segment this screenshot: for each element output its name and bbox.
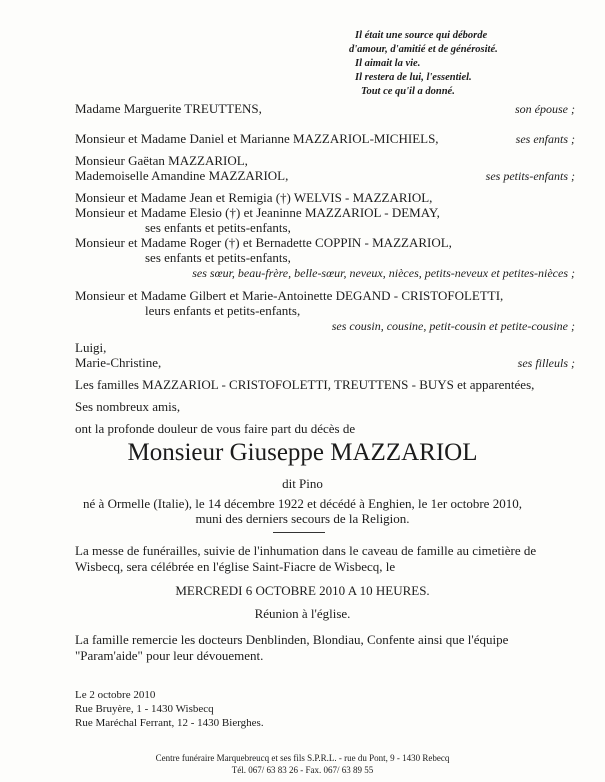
siblings-relation: ses sœur, beau-frère, belle-sœur, neveux, nièces, petits-neveux et petites-nièces ; bbox=[192, 266, 575, 280]
children-relation: ses enfants ; bbox=[515, 132, 575, 146]
grandchild-name: Mademoiselle Amandine MAZZARIOL, bbox=[75, 168, 289, 183]
letter-date: Le 2 octobre 2010 bbox=[75, 689, 156, 701]
address-line: Rue Maréchal Ferrant, 12 - 1430 Bierghes. bbox=[75, 717, 264, 729]
children-name: Monsieur et Madame Daniel et Marianne MAZZARIOL-MICHIELS, bbox=[75, 131, 439, 146]
separator-line bbox=[273, 532, 325, 533]
deceased-nickname: dit Pino bbox=[282, 476, 323, 491]
thanks-line: "Param'aide" pour leur dévouement. bbox=[75, 648, 264, 663]
poem-line: Il était une source qui déborde bbox=[355, 30, 488, 41]
sibling-line: Monsieur et Madame Elesio (†) et Jeaninne MAZZARIOL - DEMAY, bbox=[75, 205, 440, 220]
poem-line: Tout ce qu'il a donné. bbox=[361, 86, 455, 97]
sibling-line: ses enfants et petits-enfants, bbox=[145, 220, 291, 235]
cousin-line: leurs enfants et petits-enfants, bbox=[145, 303, 301, 318]
funeral-home-phone: Tél. 067/ 63 83 26 - Fax. 067/ 63 89 55 bbox=[231, 765, 374, 775]
wife-relation: son épouse ; bbox=[515, 102, 575, 116]
sacraments-line: muni des derniers secours de la Religion. bbox=[195, 511, 410, 526]
thanks-line: La famille remercie les docteurs Denblinden, Blondiau, Confente ainsi que l'équipe bbox=[75, 632, 509, 647]
deceased-name: Monsieur Giuseppe MAZZARIOL bbox=[127, 439, 478, 466]
announcement-text: ont la profonde douleur de vous faire part du décès de bbox=[75, 421, 356, 436]
funeral-date: MERCREDI 6 OCTOBRE 2010 A 10 HEURES. bbox=[175, 583, 430, 598]
sibling-line: Monsieur et Madame Jean et Remigia (†) WELVIS - MAZZARIOL, bbox=[75, 190, 433, 205]
sibling-line: ses enfants et petits-enfants, bbox=[145, 250, 291, 265]
families-line: Les familles MAZZARIOL - CRISTOFOLETTI, TREUTTENS - BUYS et apparentées, bbox=[75, 377, 535, 392]
poem-line: Il restera de lui, l'essentiel. bbox=[355, 72, 472, 83]
sibling-line: Monsieur et Madame Roger (†) et Bernadette COPPIN - MAZZARIOL, bbox=[75, 235, 452, 250]
cousin-line: Monsieur et Madame Gilbert et Marie-Antoinette DEGAND - CRISTOFOLETTI, bbox=[75, 288, 504, 303]
grandchild-name: Monsieur Gaëtan MAZZARIOL, bbox=[75, 153, 248, 168]
funeral-line: Wisbecq, sera célébrée en l'église Saint-Fiacre de Wisbecq, le bbox=[75, 559, 396, 574]
friends-line: Ses nombreux amis, bbox=[75, 399, 181, 414]
godchildren-relation: ses filleuls ; bbox=[517, 356, 575, 370]
funeral-line: La messe de funérailles, suivie de l'inhumation dans le caveau de famille au cimetière de bbox=[75, 543, 537, 558]
poem-line: Il aimait la vie. bbox=[355, 58, 421, 69]
address-line: Rue Bruyère, 1 - 1430 Wisbecq bbox=[75, 703, 214, 715]
grandchildren-relation: ses petits-enfants ; bbox=[485, 169, 575, 183]
cousins-relation: ses cousin, cousine, petit-cousin et petite-cousine ; bbox=[331, 319, 575, 333]
godchild-name: Luigi, bbox=[75, 340, 107, 355]
wife-name: Madame Marguerite TREUTTENS, bbox=[75, 101, 262, 116]
funeral-home-address: Centre funéraire Marquebreucq et ses fils S.P.R.L. - rue du Pont, 9 - 1430 Rebecq bbox=[155, 753, 450, 763]
meeting-line: Réunion à l'église. bbox=[254, 606, 351, 621]
godchild-name: Marie-Christine, bbox=[75, 355, 162, 370]
poem-line: d'amour, d'amitié et de générosité. bbox=[349, 44, 498, 55]
birth-death-line: né à Ormelle (Italie), le 14 décembre 1922 et décédé à Enghien, le 1er octobre 2010, bbox=[83, 496, 522, 511]
